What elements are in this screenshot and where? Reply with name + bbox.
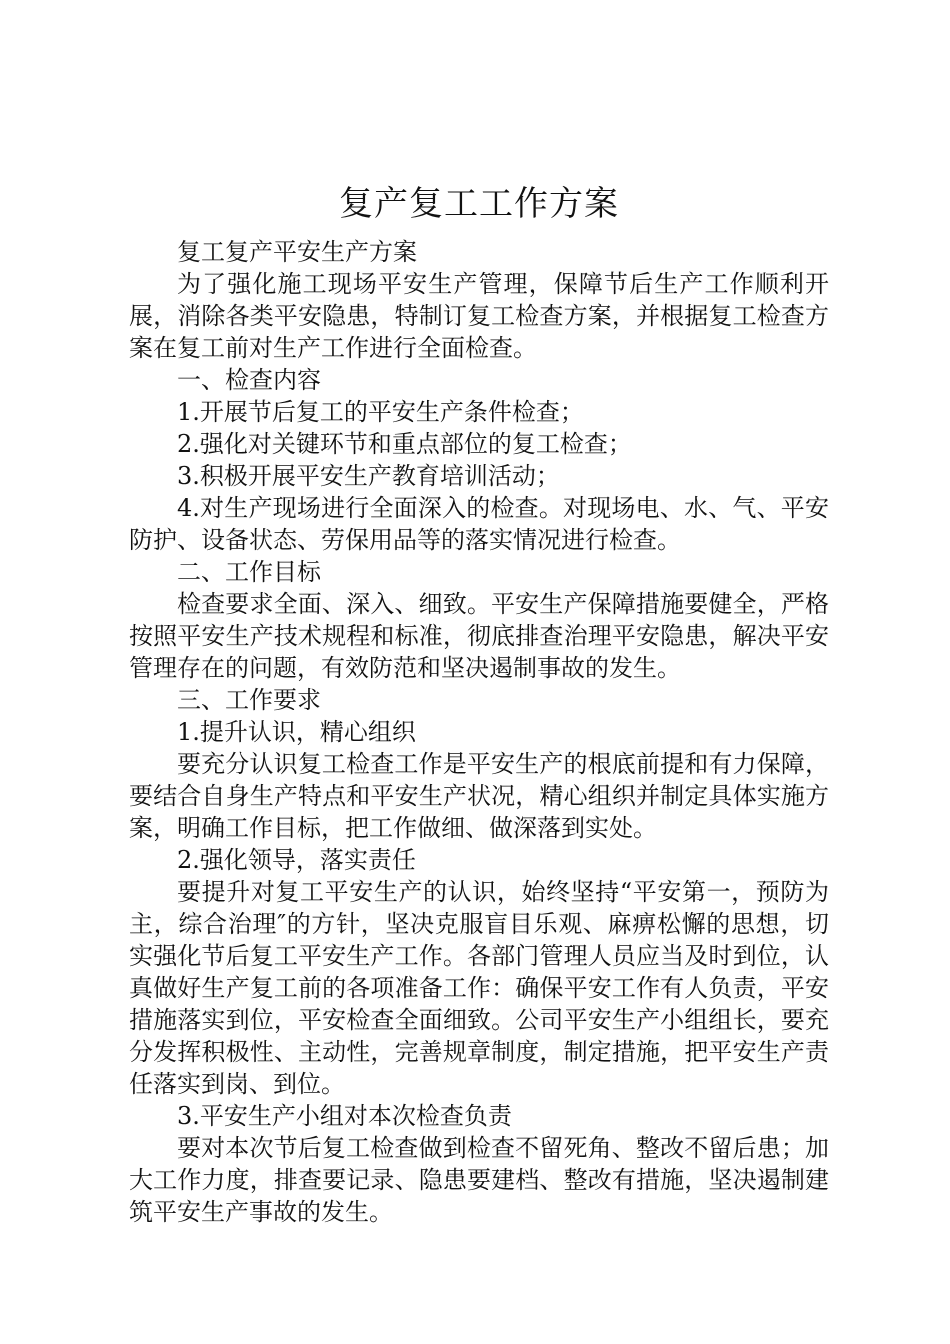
paragraph: 要充分认识复工检查工作是平安生产的根底前提和有力保障，要结合自身生产特点和平安生产状况，精心组织并制定具体实施方案，明确工作目标，把工作做细、做深落到实处。	[129, 750, 829, 842]
document-page	[129, 182, 829, 1228]
list-item: 2.强化对关键环节和重点部位的复工检查；	[177, 430, 632, 458]
list-item: 1.开展节后复工的平安生产条件检查；	[177, 398, 584, 426]
paragraph: 要提升对复工平安生产的认识，始终坚持“平安第一，预防为主，综合治理″的方针，坚决克服盲目乐观、麻痹松懈的思想，切实强化节后复工平安生产工作。各部门管理人员应当及时到位，认真做好生产复工前的各项准备工作：确保平安工作有人负责，平安措施落实到位，平安检查全面细致。公司平安生产小组组长，要充分发挥积极性、主动性，完善规章制度，制定措施，把平安生产责任落实到岗、到位。	[129, 878, 829, 1098]
section-heading: 二、工作目标	[177, 558, 321, 586]
paragraph: 复工复产平安生产方案	[177, 238, 417, 266]
paragraph: 要对本次节后复工检查做到检查不留死角、整改不留后患；加大工作力度，排查要记录、隐患要建档、整改有措施，坚决遏制建筑平安生产事故的发生。	[129, 1134, 829, 1226]
subsection-heading: 2.强化领导，落实责任	[177, 846, 416, 874]
subsection-heading: 3.平安生产小组对本次检查负责	[177, 1102, 512, 1130]
section-heading: 三、工作要求	[177, 686, 321, 714]
list-item: 3.积极开展平安生产教育培训活动；	[177, 462, 560, 490]
paragraph: 检查要求全面、深入、细致。平安生产保障措施要健全，严格按照平安生产技术规程和标准，彻底排查治理平安隐患，解决平安管理存在的问题，有效防范和坚决遏制事故的发生。	[129, 590, 829, 682]
subsection-heading: 1.提升认识，精心组织	[177, 718, 416, 746]
paragraph: 为了强化施工现场平安生产管理，保障节后生产工作顺利开展，消除各类平安隐患，特制订复工检查方案，并根据复工检查方案在复工前对生产工作进行全面检查。	[129, 270, 829, 362]
document-title: 复产复工工作方案	[339, 184, 619, 224]
section-heading: 一、检查内容	[177, 366, 321, 394]
list-item: 4.对生产现场进行全面深入的检查。对现场电、水、气、平安防护、设备状态、劳保用品等的落实情况进行检查。	[129, 494, 829, 554]
